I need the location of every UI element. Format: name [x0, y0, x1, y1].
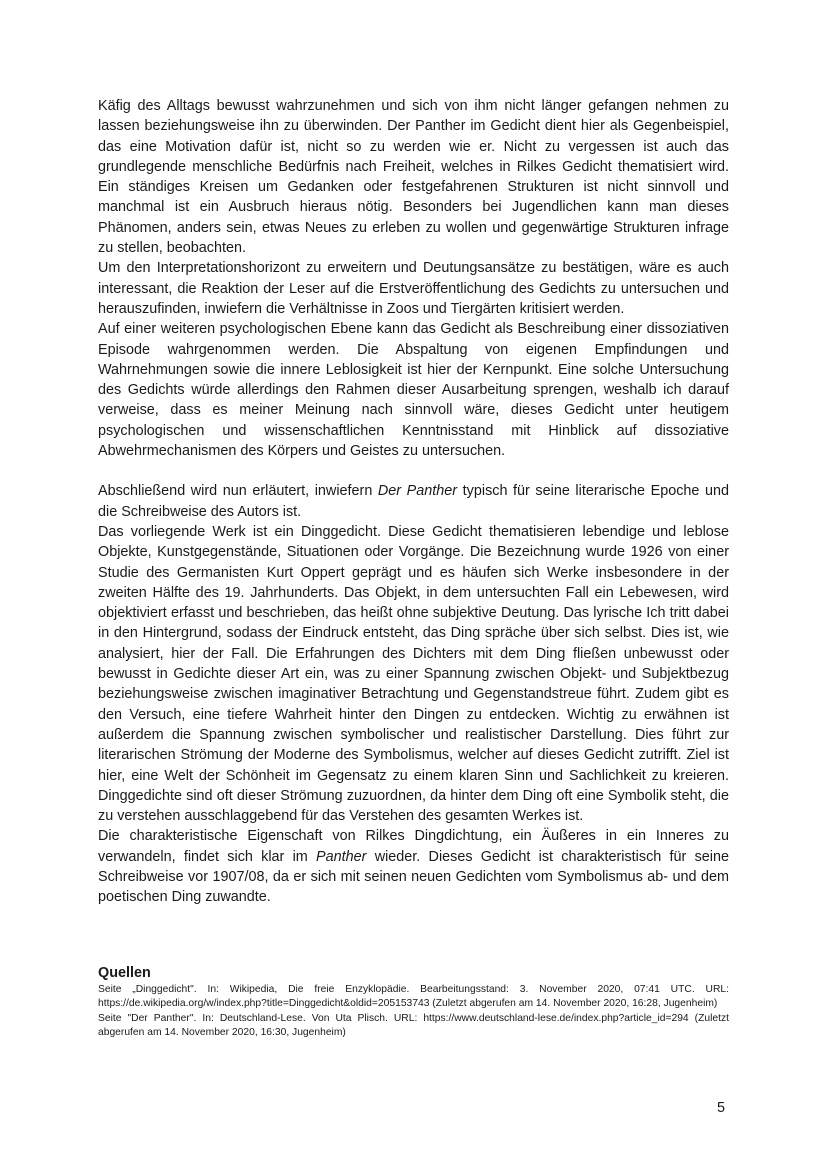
page-number: 5	[717, 1100, 726, 1116]
sources-heading: Quellen	[98, 965, 151, 981]
paragraph-spacer	[98, 461, 729, 481]
text-run: Abschließend wird nun erläutert, inwiefern	[98, 483, 378, 500]
source-entry-wikipedia: Seite „Dinggedicht". In: Wikipedia, Die freie Enzyklopädie. Bearbeitungsstand: 3. November 2020, 07:41 UTC. URL: https://de.wikipedia.org/w/index.php?title=Dinggedicht&oldid=205153743 (Zuletzt abgerufen am 14. November 2020, 16:28, Jugenheim)	[98, 984, 729, 1010]
sources-section	[98, 963, 729, 1041]
paragraph-freedom: Käfig des Alltags bewusst wahrzunehmen und sich von ihm nicht länger gefangen nehmen zu lassen beziehungsweise ihn zu überwinden. Der Panther im Gedicht dient hier als Gegenbeispiel, das eine Motivation dafür ist, nicht so zu werden wie er. Nicht zu vergessen ist auch das grundlegende menschliche Bedürfnis nach Freiheit, welches in Rilkes Gedicht thematisiert wird. Ein ständiges Kreisen um Gedanken oder festgefahrenen Strukturen ist nicht sinnvoll und manchmal ist ein Ausbruch hieraus nötig. Besonders bei Jugendlichen kann man dieses Phänomen, anders sein, etwas Neues zu erleben zu wollen und gegenwärtige Strukturen infrage zu stellen, beobachten.	[98, 98, 729, 257]
paragraph-epoch-intro	[98, 481, 729, 522]
italic-title: Der Panther	[377, 483, 458, 500]
source-entry-deutschland-lese: Seite "Der Panther". In: Deutschland-Lese. Von Uta Plisch. URL: https://www.deutschland-lese.de/index.php?article_id=294 (Zuletzt abgerufen am 14. November 2020, 16:30, Jugenheim)	[98, 1012, 729, 1039]
text-run: Die charakteristische Eigenschaft von Rilkes Dingdichtung, ein Äußeres in ein Inneres zu verwandeln, findet sich klar im	[98, 828, 729, 865]
paragraph-characteristic	[98, 826, 729, 907]
text-run: wieder. Dieses Gedicht ist charakteristisch für seine Schreibweise vor 1907/08, da er sich mit seinen neuen Gedichten vom Symbolismus ab- und dem poetischen Ding zuwandte.	[98, 848, 729, 906]
paragraph-reader-reaction: Um den Interpretationshorizont zu erweitern und Deutungsansätze zu bestätigen, wäre es auch interessant, die Reaktion der Leser auf die Erstveröffentlichung des Gedichts zu untersuchen und herauszufinden, inwiefern die Verhältnisse in Zoos und Tiergärten kritisiert werden.	[98, 260, 729, 317]
document-body	[98, 96, 729, 908]
paragraph-psychological: Auf einer weiteren psychologischen Ebene kann das Gedicht als Beschreibung einer dissoziativen Episode wahrgenommen werden. Die Abspaltung von eigenen Empfindungen und Wahrnehmungen sowie die innere Leblosigkeit ist hier der Kernpunkt. Eine solche Untersuchung des Gedichts würde allerdings den Rahmen dieser Ausarbeitung sprengen, weshalb ich darauf verweise, dass es meiner Meinung nach sinnvoll wäre, dieses Gedicht unter heutigem psychologischen und wissenschaftlichen Kenntnisstand mit Hinblick auf dissoziative Abwehrmechanismen des Körpers und Geistes zu untersuchen.	[98, 321, 729, 460]
italic-title: Panther	[316, 848, 367, 865]
paragraph-dinggedicht: Das vorliegende Werk ist ein Dinggedicht. Diese Gedicht thematisieren lebendige und leblose Objekte, Kunstgegenstände, Situationen oder Vorgänge. Die Bezeichnung wurde 1926 von einer Studie des Germanisten Kurt Oppert geprägt und es häufen sich Werke insbesondere in der zweiten Hälfte des 19. Jahrhunderts. Das Objekt, in dem untersuchten Fall ein Lebewesen, wird objektiviert erfasst und beschrieben, das heißt ohne subjektive Deutung. Das lyrische Ich tritt dabei in den Hintergrund, sodass der Eindruck entsteht, das Ding spräche über sich selbst. Dies ist, wie analysiert, hier der Fall. Die Erfahrungen des Dichters mit dem Ding fließen unbewusst oder bewusst in Gedichte dieser Art ein, was zu einer Spannung zwischen Objekt- und Subjektbezug beziehungsweise zwischen imaginativer Betrachtung und Gegenstandstreue führt. Zudem gibt es den Versuch, eine tiefere Wahrheit hinter den Dingen zu entdecken. Wichtig zu erwähnen ist außerdem die Spannung zwischen symbolischer und realistischer Darstellung. Dies führt zur literarischen Strömung der Moderne des Symbolismus, welcher auf dieses Gedicht zutrifft. Ziel ist hier, eine Welt der Schönheit im Gegensatz zu einem klaren Sinn und Sachlichkeit zu kreieren. Dinggedichte sind oft dieser Strömung zuzuordnen, da hinter dem Ding oft eine Symbolik steht, die zu verstehen ausschlaggebend für das Verstehen des gesamten Werkes ist.	[98, 523, 729, 825]
text-run: typisch für seine literarische Epoche und die Schreibweise des Autors ist.	[98, 483, 729, 520]
